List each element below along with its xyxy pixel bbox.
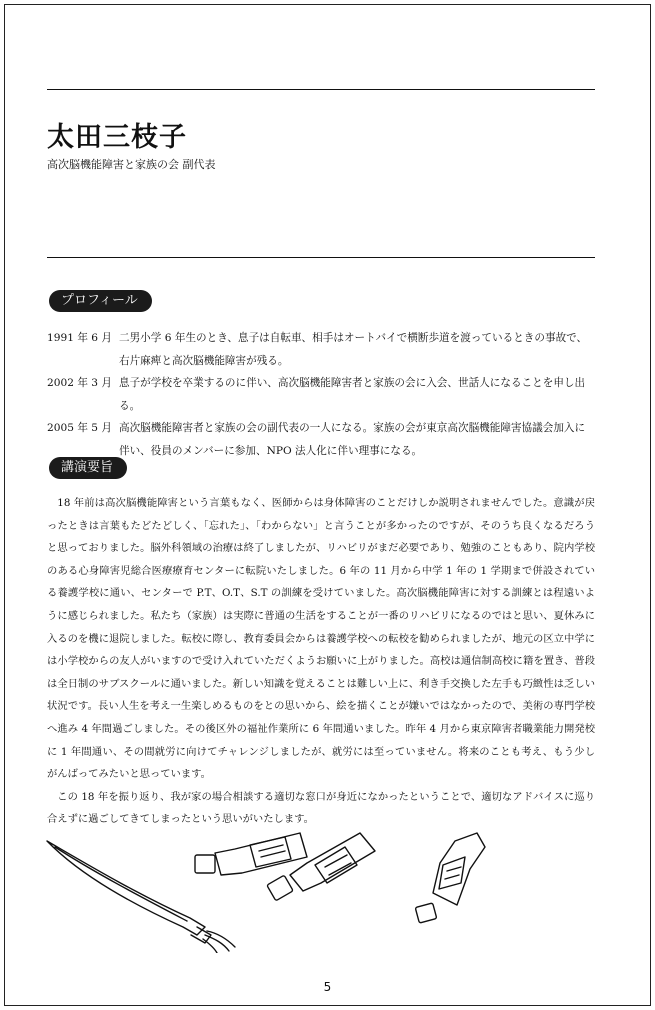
profile-date: 1991 年 6 月 bbox=[47, 332, 112, 344]
profile-list bbox=[47, 327, 595, 462]
profile-item bbox=[47, 372, 595, 417]
speaker-affiliation: 高次脳機能障害と家族の会 副代表 bbox=[47, 158, 216, 171]
profile-text: 二男小学 6 年生のとき、息子は自転車、相手はオートバイで横断歩道を渡っているときの事故で、右片麻痺と高次脳機能障害が残る。 bbox=[119, 332, 588, 367]
profile-text: 息子が学校を卒業するのに伴い、高次脳機能障害者と家族の会に入会、世話人になることを申し出る。 bbox=[119, 377, 586, 412]
top-rule bbox=[47, 89, 595, 90]
lecture-paragraph: 18 年前は高次脳機能障害という言葉もなく、医師からは身体障害のことだけしか説明されませんでした。意識が戻ったときは言葉もたどたどしく、「忘れた」、「わからない」と言うことが多かったのですが、そのうち良くなるだろうと思っておりました。脳外科領域の治療は終了しましたが、リハビリがまだ必要であり、勉強のこともあり、院内学校のある心身障害児総合医療療育センターに転院いたしました。6 年の 11 月から中学 1 年の 1 学期まで併設されている養護学校に通い、センターで P.T、O.T、S.T の訓練を受けていました。高次脳機能障害に対する訓練とは程遠いように感じられました。私たち（家族）は実際に普通の生活をすることが一番のリハビリになるのではと思い、夏休みに入るのを機に退院しました。転校に際し、教育委員会からは養護学校への転校を勧められましたが、地元の区立中学には小学校からの友人がいますので受け入れていただくようお願いに上がりました。高校は通信制高校に籍を置き、普段は全日制のサブスクールに通いました。新しい知識を覚えることは難しい上に、利き手交換した左手も巧緻性は乏しい状況です。長い人生を考え一生楽しめるものをとの思いから、絵を描くことが嫌いではなかったので、美術の専門学校へ進み 4 年間過ごしました。その後区外の福祉作業所に 6 年間通いました。昨年 4 月から東京障害者職業能力開発校に 1 年間通い、その間就労に向けてチャレンジしましたが、就労には至っていません。将来のことも考え、もう少しがんばってみたいと思っています。 bbox=[47, 497, 595, 781]
speaker-name: 太田三枝子 bbox=[47, 122, 187, 153]
profile-date: 2002 年 3 月 bbox=[47, 377, 112, 389]
lecture-body bbox=[47, 492, 595, 831]
profile-date: 2005 年 5 月 bbox=[47, 422, 112, 434]
profile-item bbox=[47, 417, 595, 462]
lecture-section-label: 講演要旨 bbox=[49, 457, 127, 479]
middle-rule bbox=[47, 257, 595, 258]
document-page bbox=[4, 4, 651, 1006]
profile-section-label: プロフィール bbox=[49, 290, 152, 312]
lecture-paragraph: この 18 年を振り返り、我が家の場合相談する適切な窓口が身近になかったということで、適切なアドバイスに巡り合えずに過ごしてきてしまったという思いがいたします。 bbox=[47, 790, 595, 826]
profile-item bbox=[47, 327, 595, 372]
page-number: 5 bbox=[323, 980, 332, 994]
brush-and-paint-tubes-icon bbox=[45, 823, 545, 953]
profile-text: 高次脳機能障害者と家族の会の副代表の一人になる。家族の会が東京高次脳機能障害協議会加入に伴い、役員のメンバーに参加、NPO 法人化に伴い理事になる。 bbox=[119, 422, 586, 457]
